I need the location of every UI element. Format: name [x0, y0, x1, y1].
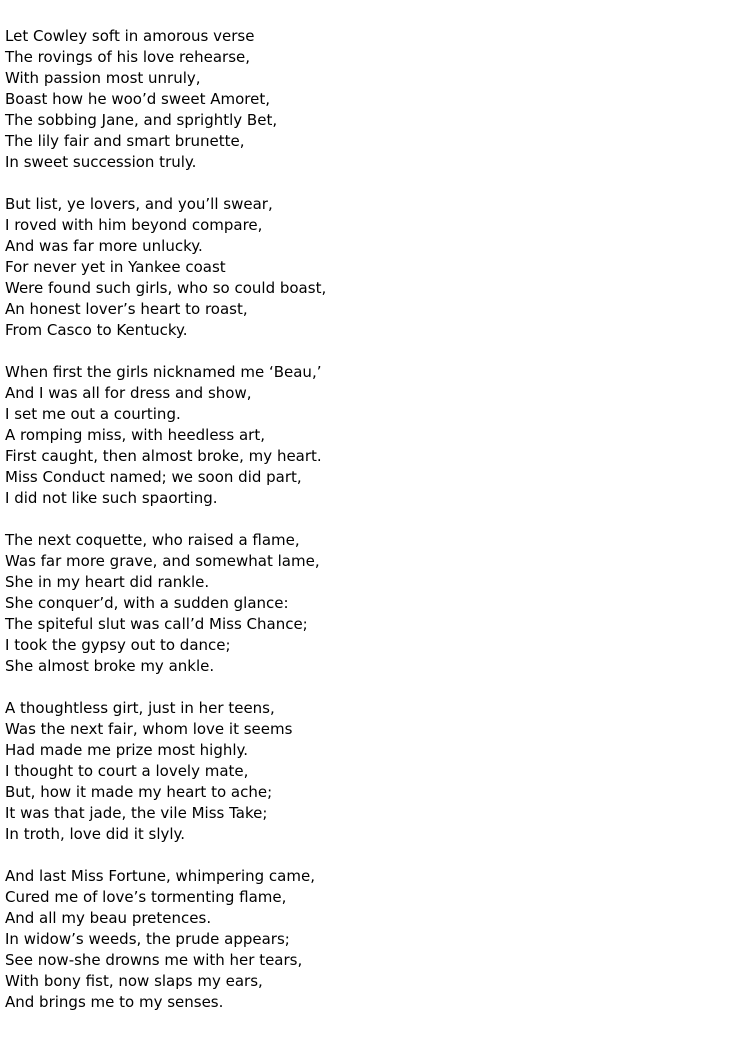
- poem-line: Cured me of love’s tormenting flame,: [5, 888, 287, 906]
- poem-line: And all my beau pretences.: [5, 909, 212, 927]
- poem-line: And last Miss Fortune, whimpering came,: [5, 867, 315, 885]
- poem-line: The lily fair and smart brunette,: [5, 132, 245, 150]
- poem-line: With bony fist, now slaps my ears,: [5, 972, 263, 990]
- poem-line: A thoughtless girt, just in her teens,: [5, 699, 275, 717]
- poem-line: A romping miss, with heedless art,: [5, 426, 265, 444]
- poem-line: I roved with him beyond compare,: [5, 216, 263, 234]
- poem-line: When first the girls nicknamed me ‘Beau,’: [5, 363, 322, 381]
- poem-line: And brings me to my senses.: [5, 993, 224, 1011]
- poem-line: The sobbing Jane, and sprightly Bet,: [5, 111, 278, 129]
- poem-line: But list, ye lovers, and you’ll swear,: [5, 195, 273, 213]
- poem-line: With passion most unruly,: [5, 69, 201, 87]
- poem-line: Was far more grave, and somewhat lame,: [5, 552, 320, 570]
- poem-line: An honest lover’s heart to roast,: [5, 300, 248, 318]
- poem-line: She almost broke my ankle.: [5, 657, 215, 675]
- poem-line: I thought to court a lovely mate,: [5, 762, 249, 780]
- stanza-6: [5, 866, 745, 1013]
- poem-line: Let Cowley soft in amorous verse: [5, 27, 255, 45]
- poem-line: I did not like such spaorting.: [5, 489, 218, 507]
- stanza-2: [5, 194, 745, 341]
- stanza-5: [5, 698, 745, 845]
- poem-line: But, how it made my heart to ache;: [5, 783, 273, 801]
- poem-line: The spiteful slut was call’d Miss Chance;: [5, 615, 308, 633]
- poem-line: Had made me prize most highly.: [5, 741, 249, 759]
- poem-line: First caught, then almost broke, my heart.: [5, 447, 322, 465]
- poem-line: And I was all for dress and show,: [5, 384, 252, 402]
- poem-line: The next coquette, who raised a flame,: [5, 531, 300, 549]
- poem-line: In troth, love did it slyly.: [5, 825, 186, 843]
- poem-line: I set me out a courting.: [5, 405, 181, 423]
- stanza-3: [5, 362, 745, 509]
- poem-line: In widow’s weeds, the prude appears;: [5, 930, 290, 948]
- poem-line: See now-she drowns me with her tears,: [5, 951, 303, 969]
- poem-line: The rovings of his love rehearse,: [5, 48, 251, 66]
- poem-line: Were found such girls, who so could boast,: [5, 279, 327, 297]
- stanza-1: [5, 26, 745, 173]
- poem-line: In sweet succession truly.: [5, 153, 197, 171]
- poem-line: Boast how he woo’d sweet Amoret,: [5, 90, 270, 108]
- poem-line: I took the gypsy out to dance;: [5, 636, 231, 654]
- stanza-4: [5, 530, 745, 677]
- poem-line: From Casco to Kentucky.: [5, 321, 188, 339]
- poem-line: Miss Conduct named; we soon did part,: [5, 468, 302, 486]
- poem-text: [5, 26, 745, 1013]
- poem-line: And was far more unlucky.: [5, 237, 203, 255]
- poem-line: She in my heart did rankle.: [5, 573, 210, 591]
- poem-line: She conquer’d, with a sudden glance:: [5, 594, 289, 612]
- poem-line: It was that jade, the vile Miss Take;: [5, 804, 268, 822]
- poem-line: For never yet in Yankee coast: [5, 258, 226, 276]
- poem-line: Was the next fair, whom love it seems: [5, 720, 293, 738]
